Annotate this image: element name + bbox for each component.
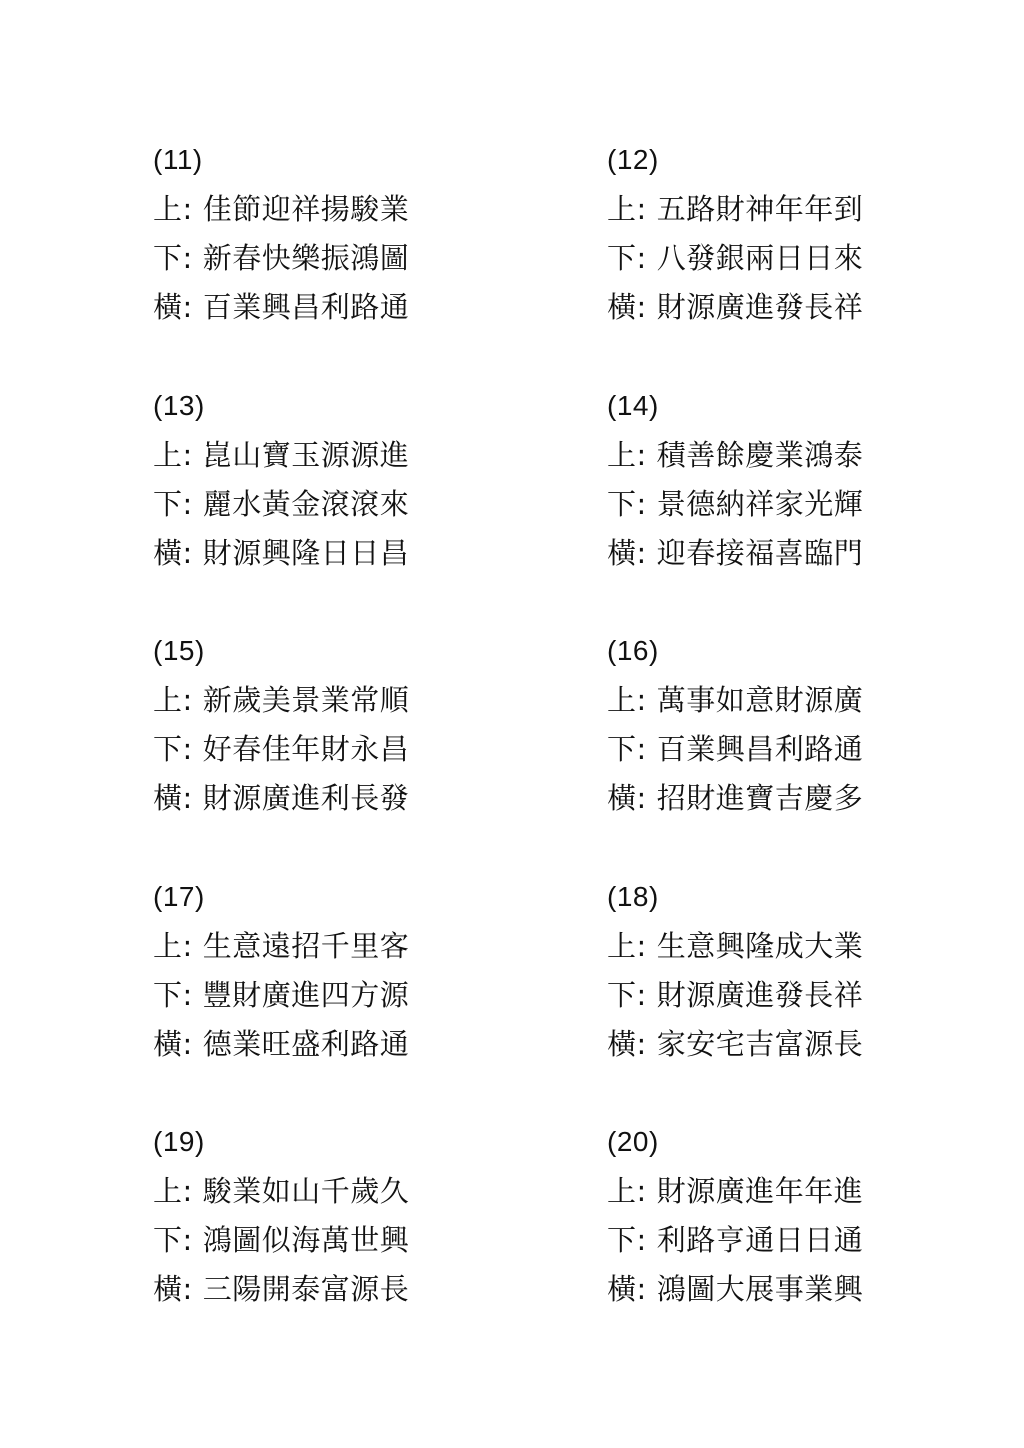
lower-line: [607, 236, 913, 285]
lower-label: 下: [153, 732, 183, 766]
separator: :: [182, 977, 193, 1012]
upper-text: 駿業如山千歲久: [202, 1174, 410, 1208]
upper-text: 財源廣進年年進: [656, 1174, 864, 1208]
upper-line: [153, 433, 607, 482]
horizontal-line: [153, 1267, 607, 1316]
couplet-number: (17): [153, 880, 205, 912]
horizontal-text: 三陽開泰富源長: [202, 1272, 410, 1306]
couplet-number: (19): [153, 1126, 205, 1157]
upper-label: 上: [153, 437, 183, 472]
couplet-number: (15): [153, 635, 205, 666]
horizontal-label: 橫: [153, 290, 183, 324]
couplet-20: [607, 1120, 913, 1366]
horizontal-line: [153, 285, 607, 334]
couplet-16: [607, 629, 913, 875]
upper-line: [607, 924, 913, 973]
separator: :: [636, 683, 647, 717]
lower-label: 下: [153, 241, 183, 275]
horizontal-label: 橫: [607, 1026, 637, 1061]
upper-text: 積善餘慶業鴻泰: [656, 437, 864, 472]
separator: :: [636, 1223, 647, 1257]
lower-text: 百業興昌利路通: [656, 732, 864, 766]
lower-text: 豐財廣進四方源: [202, 977, 410, 1012]
separator: :: [636, 192, 647, 226]
horizontal-line: [153, 531, 607, 580]
couplet-15: [153, 629, 607, 875]
upper-label: 上: [607, 437, 637, 472]
separator: :: [182, 1223, 193, 1257]
upper-label: 上: [607, 928, 637, 963]
separator: :: [636, 977, 647, 1012]
upper-line: [153, 187, 607, 236]
horizontal-label: 橫: [607, 535, 637, 570]
upper-label: 上: [607, 1174, 637, 1208]
upper-line: [607, 678, 913, 727]
lower-line: [153, 727, 607, 776]
horizontal-label: 橫: [153, 535, 183, 570]
upper-line: [607, 433, 913, 482]
upper-text: 五路財神年年到: [656, 192, 864, 226]
lower-line: [153, 1218, 607, 1267]
couplet-number: (13): [153, 389, 205, 421]
lower-line: [607, 973, 913, 1022]
lower-text: 麗水黃金滾滾來: [202, 486, 410, 521]
upper-label: 上: [153, 928, 183, 963]
separator: :: [636, 928, 647, 963]
upper-text: 萬事如意財源廣: [656, 683, 864, 717]
horizontal-line: [153, 776, 607, 825]
horizontal-label: 橫: [153, 1272, 183, 1306]
upper-text: 崑山寶玉源源進: [202, 437, 410, 472]
upper-label: 上: [607, 683, 637, 717]
lower-line: [153, 236, 607, 285]
separator: :: [636, 732, 647, 766]
upper-label: 上: [153, 1174, 183, 1208]
lower-label: 下: [153, 1223, 183, 1257]
lower-label: 下: [607, 732, 637, 766]
horizontal-label: 橫: [607, 1272, 637, 1306]
separator: :: [636, 535, 647, 570]
couplet-number: (12): [607, 144, 659, 175]
lower-text: 八發銀兩日日來: [656, 241, 864, 275]
horizontal-line: [607, 531, 913, 580]
lower-line: [607, 1218, 913, 1267]
separator: :: [636, 1272, 647, 1306]
separator: :: [182, 928, 193, 963]
lower-label: 下: [607, 1223, 637, 1257]
horizontal-text: 財源興隆日日昌: [202, 535, 410, 570]
separator: :: [182, 732, 193, 766]
upper-text: 佳節迎祥揚駿業: [202, 192, 410, 226]
upper-label: 上: [153, 192, 183, 226]
horizontal-label: 橫: [153, 1026, 183, 1061]
lower-text: 景德納祥家光輝: [656, 486, 864, 521]
lower-label: 下: [607, 977, 637, 1012]
horizontal-text: 財源廣進利長發: [202, 781, 410, 815]
couplet-number: (20): [607, 1126, 659, 1157]
upper-line: [607, 187, 913, 236]
lower-line: [153, 973, 607, 1022]
separator: :: [182, 290, 193, 324]
upper-line: [153, 678, 607, 727]
lower-text: 利路亨通日日通: [656, 1223, 864, 1257]
lower-text: 好春佳年財永昌: [202, 732, 410, 766]
separator: :: [182, 486, 193, 521]
horizontal-text: 德業旺盛利路通: [202, 1026, 410, 1061]
horizontal-text: 鴻圖大展事業興: [656, 1272, 864, 1306]
separator: :: [182, 437, 193, 472]
couplet-number: (18): [607, 880, 659, 912]
separator: :: [636, 781, 647, 815]
lower-line: [607, 727, 913, 776]
horizontal-line: [607, 776, 913, 825]
lower-text: 財源廣進發長祥: [656, 977, 864, 1012]
couplet-18: [607, 875, 913, 1121]
upper-line: [153, 924, 607, 973]
separator: :: [182, 535, 193, 570]
separator: :: [182, 781, 193, 815]
lower-text: 鴻圖似海萬世興: [202, 1223, 410, 1257]
lower-text: 新春快樂振鴻圖: [202, 241, 410, 275]
horizontal-line: [607, 285, 913, 334]
lower-label: 下: [153, 977, 183, 1012]
horizontal-text: 招財進寶吉慶多: [656, 781, 864, 815]
couplet-number: (11): [153, 144, 203, 175]
upper-text: 新歲美景業常順: [202, 683, 410, 717]
separator: :: [636, 241, 647, 275]
horizontal-line: [607, 1267, 913, 1316]
separator: :: [182, 683, 193, 717]
separator: :: [182, 241, 193, 275]
horizontal-text: 迎春接福喜臨門: [656, 535, 864, 570]
couplet-19: [153, 1120, 607, 1366]
separator: :: [636, 437, 647, 472]
upper-text: 生意遠招千里客: [202, 928, 410, 963]
horizontal-label: 橫: [607, 290, 637, 324]
couplet-17: [153, 875, 607, 1121]
couplet-number: (14): [607, 389, 659, 421]
couplet-number: (16): [607, 635, 659, 666]
horizontal-label: 橫: [153, 781, 183, 815]
separator: :: [182, 192, 193, 226]
horizontal-text: 財源廣進發長祥: [656, 290, 864, 324]
couplet-14: [607, 384, 913, 630]
upper-label: 上: [153, 683, 183, 717]
horizontal-line: [153, 1022, 607, 1071]
upper-line: [607, 1169, 913, 1218]
couplet-13: [153, 384, 607, 630]
lower-label: 下: [607, 486, 637, 521]
separator: :: [636, 290, 647, 324]
lower-label: 下: [607, 241, 637, 275]
separator: :: [636, 1026, 647, 1061]
lower-line: [607, 482, 913, 531]
couplet-12: [607, 138, 913, 384]
separator: :: [182, 1272, 193, 1306]
separator: :: [182, 1174, 193, 1208]
upper-text: 生意興隆成大業: [656, 928, 864, 963]
horizontal-text: 家安宅吉富源長: [656, 1026, 864, 1061]
lower-label: 下: [153, 486, 183, 521]
lower-line: [153, 482, 607, 531]
horizontal-label: 橫: [607, 781, 637, 815]
couplet-grid: [153, 138, 913, 1366]
separator: :: [636, 1174, 647, 1208]
horizontal-line: [607, 1022, 913, 1071]
upper-line: [153, 1169, 607, 1218]
upper-label: 上: [607, 192, 637, 226]
separator: :: [636, 486, 647, 521]
horizontal-text: 百業興昌利路通: [202, 290, 410, 324]
couplet-11: [153, 138, 607, 384]
separator: :: [182, 1026, 193, 1061]
